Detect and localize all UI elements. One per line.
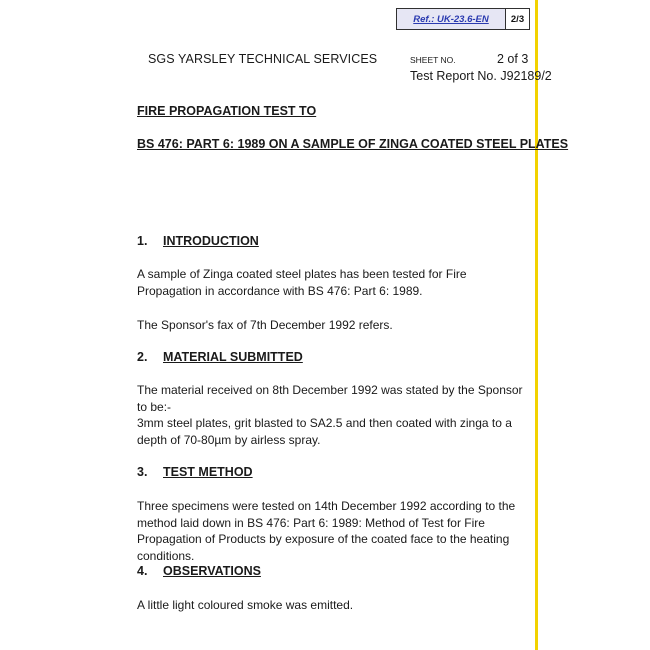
paragraph: The material received on 8th December 1992 was stated by the Sponsor to be:- <box>137 383 523 414</box>
section-title: OBSERVATIONS <box>163 564 261 578</box>
section-heading-introduction <box>137 234 259 248</box>
sheet-label: SHEET NO. <box>410 55 456 65</box>
section-number: 2. <box>137 350 148 364</box>
paragraph: A little light coloured smoke was emitted. <box>137 598 354 612</box>
sheet-value: 2 of 3 <box>497 52 529 66</box>
reference-code: Ref.: UK-23.6-EN <box>413 13 489 25</box>
reference-box <box>396 8 506 30</box>
section-title: INTRODUCTION <box>163 234 259 248</box>
paragraph: 3mm steel plates, grit blasted to SA2.5 and then coated with zinga to a depth of 70-80µm by airless spray. <box>137 416 512 447</box>
page-number: 2/3 <box>510 13 525 25</box>
section-heading-test-method <box>137 465 253 479</box>
margin-rule <box>535 0 538 650</box>
section-number: 4. <box>137 564 148 578</box>
page-number-box <box>505 8 530 30</box>
section-heading-observations <box>137 564 261 578</box>
section-number: 3. <box>137 465 148 479</box>
document-title-line-2: BS 476: PART 6: 1989 ON A SAMPLE OF ZINGA COATED STEEL PLATES <box>137 137 569 151</box>
section-heading-material-submitted <box>137 350 303 364</box>
report-number: Test Report No. J92189/2 <box>410 69 552 83</box>
document-title-line-1: FIRE PROPAGATION TEST TO <box>137 104 317 118</box>
section-title: TEST METHOD <box>163 465 253 479</box>
section-title: MATERIAL SUBMITTED <box>163 350 303 364</box>
paragraph: Three specimens were tested on 14th December 1992 according to the method laid down in BS 476: Part 6: 1989: Method of Test for Fire Propagation of Products by exposure of the coated face to the heating conditions. <box>137 499 516 563</box>
paragraph: A sample of Zinga coated steel plates has been tested for Fire Propagation in accordance with BS 476: Part 6: 1989. <box>137 267 467 298</box>
company-name: SGS YARSLEY TECHNICAL SERVICES <box>148 52 378 66</box>
section-number: 1. <box>137 234 148 248</box>
paragraph: The Sponsor's fax of 7th December 1992 refers. <box>137 318 393 332</box>
